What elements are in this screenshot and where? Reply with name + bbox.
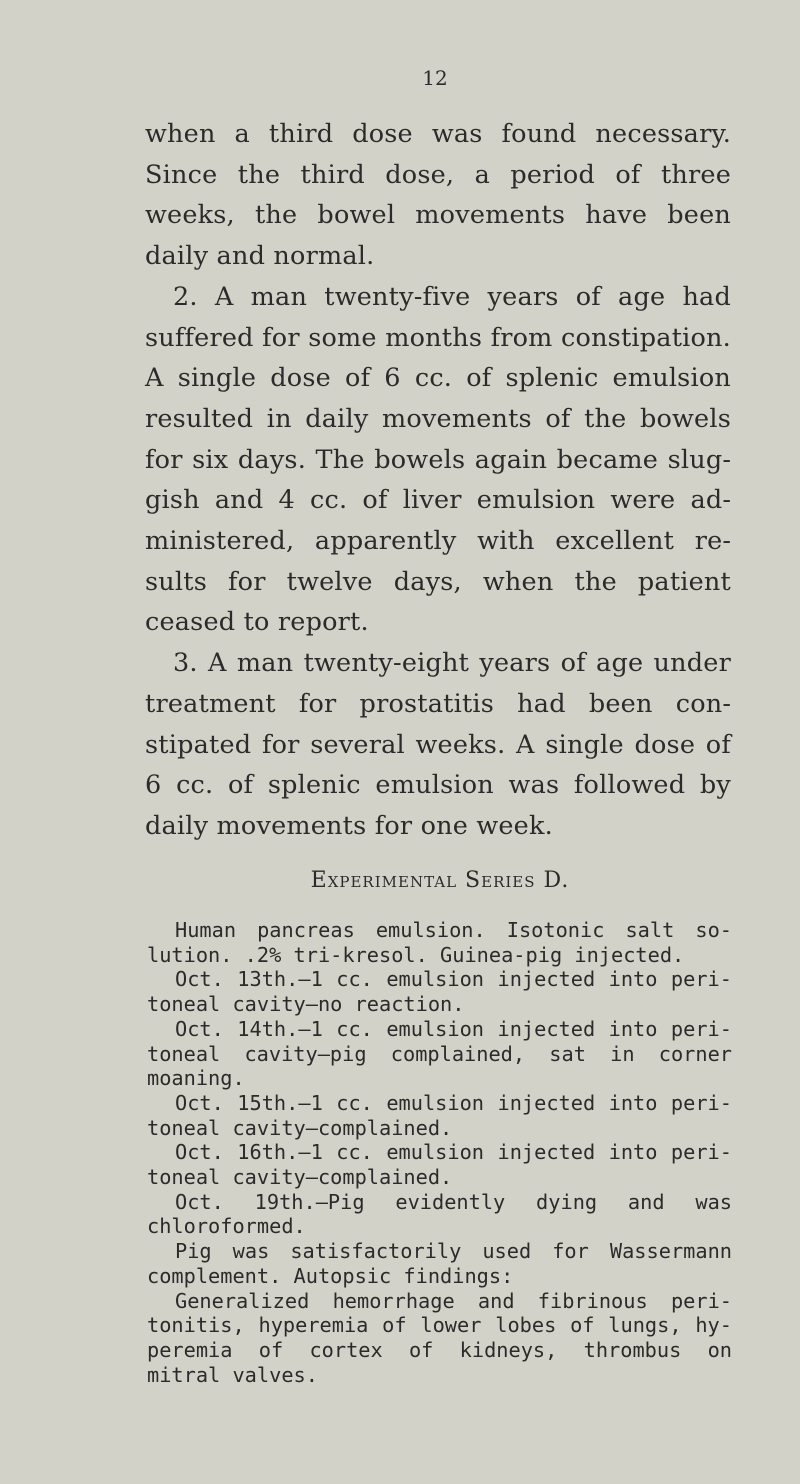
series-autopsy-findings: Generalized hemorrhage and fibrinous peritonitis, hyperemia of lower lobes of lungs, hyperemia of cortex of kidneys, thrombus on mitral valves.: [147, 1288, 732, 1387]
series-entry-oct-14: Oct. 14th.—1 cc. emulsion injected into peritoneal cavity—pig complained, sat in corner moaning.: [147, 1016, 732, 1091]
series-entry-oct-15: Oct. 15th.—1 cc. emulsion injected into peritoneal cavity—complained.: [147, 1090, 732, 1140]
series-text: [147, 918, 732, 1387]
paragraph-continuation: when a third dose was found necessary. Since the third dose, a period of three weeks, the bowel movements have been daily and normal.: [145, 119, 731, 272]
paragraph-case-3: 3. A man twenty-eight years of age under treatment for prostatitis had been constipated for several weeks. A single dose of 6 cc. of splenic emulsion was followed by daily movements for one week.: [145, 648, 731, 841]
paragraph-case-2: 2. A man twenty-five years of age had suffered for some months from constipation. A single dose of 6 cc. of splenic emulsion resulted in daily movements of the bowels for six days. The bowels again became sluggish and 4 cc. of liver emulsion were administered, apparently with excellent results for twelve days, when the patient ceased to report.: [145, 281, 731, 638]
series-entry-oct-16: Oct. 16th.—1 cc. emulsion injected into peritoneal cavity—complained.: [147, 1140, 732, 1190]
series-entry-oct-19: Oct. 19th.—Pig evidently dying and was chloroformed.: [147, 1189, 732, 1239]
series-intro: Human pancreas emulsion. Isotonic salt solution. .2% tri-kresol. Guinea-pig injected.: [147, 918, 732, 967]
page-number: 12: [422, 66, 448, 90]
section-heading: Experimental Series D.: [310, 868, 570, 893]
series-wassermann: Pig was satisfactorily used for Wassermann complement. Autopsic findings:: [147, 1239, 732, 1288]
body-text: [145, 114, 731, 847]
series-entry-oct-13: Oct. 13th.—1 cc. emulsion injected into peritoneal cavity—no reaction.: [147, 967, 732, 1017]
